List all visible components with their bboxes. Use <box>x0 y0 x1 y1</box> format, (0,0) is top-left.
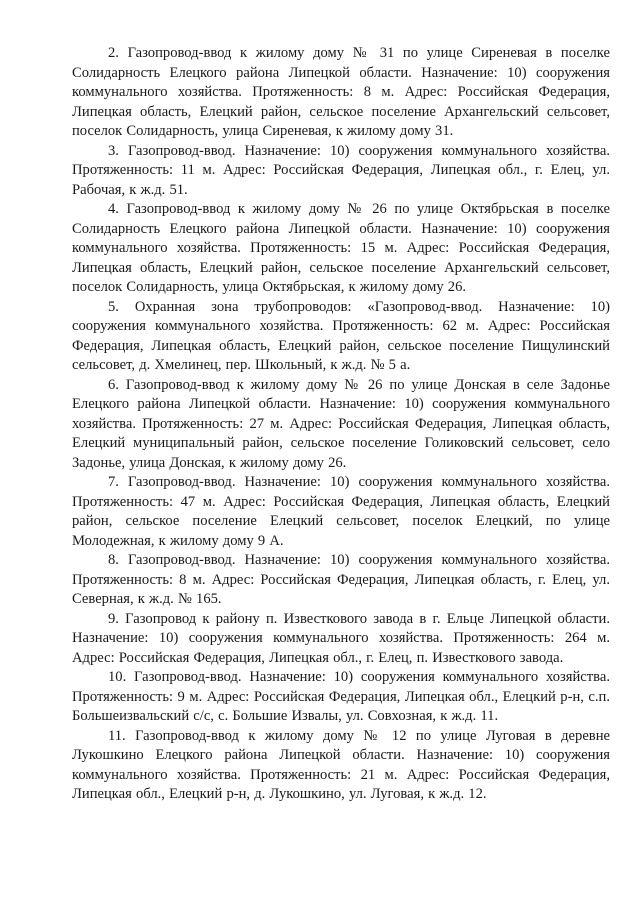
paragraph-item-5: 5. Охранная зона трубопроводов: «Газопровод-ввод. Назначение: 10) сооружения коммунального хозяйства. Протяженность: 62 м. Адрес: Российская Федерация, Липецкая область, Елецкий район, сельское поселение Пищулинский сельсовет, д. Хмелинец, пер. Школьный, к ж.д. № 5 а. <box>72 298 610 373</box>
paragraph-item-10: 10. Газопровод-ввод. Назначение: 10) сооружения коммунального хозяйства. Протяженность: 9 м. Адрес: Российская Федерация, Липецкая обл., Елецкий р-н, с.п. Большеизвальский с/с, с. Большие Извалы, ул. Совхозная, к ж.д. 11. <box>72 669 610 724</box>
paragraph-item-3: 3. Газопровод-ввод. Назначение: 10) сооружения коммунального хозяйства. Протяженность: 11 м. Адрес: Российская Федерация, Липецкая обл., г. Елец, ул. Рабочая, к ж.д. 51. <box>72 142 610 198</box>
paragraph-item-2: 2. Газопровод-ввод к жилому дому № 31 по улице Сиреневая в поселке Солидарность Елецкого района Липецкой области. Назначение: 10) сооружения коммунального хозяйства. Протяженность: 8 м. Адрес: Российская Федерация, Липецкая область, Елецкий район, сельское поселение Архангельский сельсовет, поселок Солидарность, улица Сиреневая, к жилому дому 31. <box>72 45 610 139</box>
paragraph-item-6: 6. Газопровод-ввод к жилому дому № 26 по улице Донская в селе Задонье Елецкого района Липецкой области. Назначение: 10) сооружения коммунального хозяйства. Протяженность: 27 м. Адрес: Российская Федерация, Липецкая область, Елецкий муниципальный район, сельское поселение Голиковский сельсовет, село Задонье, улица Донская, к жилому дому 26. <box>72 376 610 471</box>
paragraph-item-7: 7. Газопровод-ввод. Назначение: 10) сооружения коммунального хозяйства. Протяженность: 47 м. Адрес: Российская Федерация, Липецкая область, Елецкий район, сельское поселение Елецкий сельсовет, поселок Елецкий, по улице Молодежная, к жилому дому 9 А. <box>72 474 610 549</box>
paragraph-item-9: 9. Газопровод к району п. Известкового завода в г. Ельце Липецкой области. Назначение: 10) сооружения коммунального хозяйства. Протяженность: 264 м. Адрес: Российская Федерация, Липецкая обл., г. Елец, п. Известкового завода. <box>72 610 610 666</box>
paragraph-item-11: 11. Газопровод-ввод к жилому дому № 12 по улице Луговая в деревне Лукошкино Елецкого района Липецкой области. Назначение: 10) сооружения коммунального хозяйства. Протяженность: 21 м. Адрес: Российская Федерация, Липецкая обл., Елецкий р-н, д. Лукошкино, ул. Луговая, к ж.д. 12. <box>72 727 610 802</box>
paragraph-item-4: 4. Газопровод-ввод к жилому дому № 26 по улице Октябрьская в поселке Солидарность Елецкого района Липецкой области. Назначение: 10) сооружения коммунального хозяйства. Протяженность: 15 м. Адрес: Российская Федерация, Липецкая область, Елецкий район, сельское поселение Архангельский сельсовет, поселок Солидарность, улица Октябрьская, к жилому дому 26. <box>72 201 610 295</box>
paragraph-item-8: 8. Газопровод-ввод. Назначение: 10) сооружения коммунального хозяйства. Протяженность: 8 м. Адрес: Российская Федерация, Липецкая область, г. Елец, ул. Северная, к ж.д. № 165. <box>72 552 610 607</box>
